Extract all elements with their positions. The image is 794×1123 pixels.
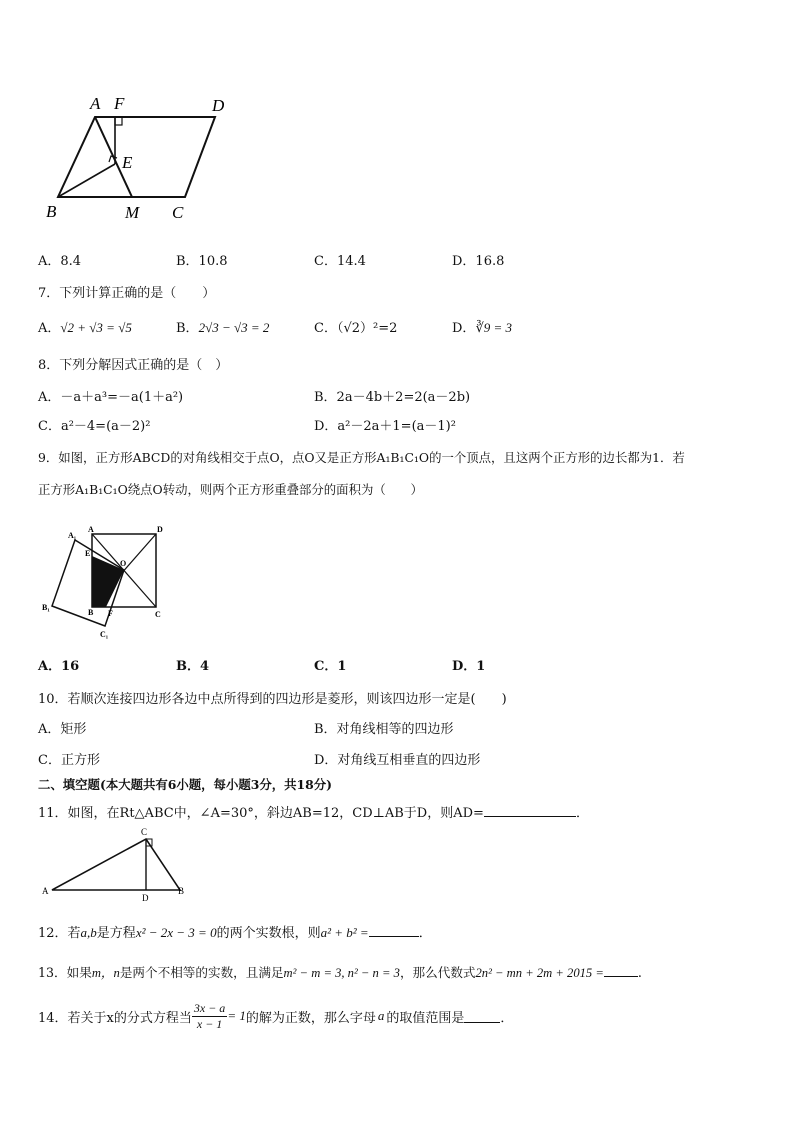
q7-option-d [452, 317, 512, 336]
q10-stem: 10．若顺次连接四边形各边中点所得到的四边形是菱形，则该四边形一定是( ) [38, 692, 507, 707]
overlapping-squares-figure [40, 522, 175, 640]
fig-label-O: O [120, 559, 127, 568]
option-text: 2√3 − √3 = 2 [198, 320, 270, 335]
fig-label-A: A [42, 886, 49, 896]
q14-mid: 的解为正数，那么字母 [245, 1010, 376, 1026]
q8-option-b: B．2a－4b＋2=2(a－2b) [314, 390, 471, 405]
q7-stem: 7．下列计算正确的是（ ） [38, 286, 216, 301]
right-triangle-figure [38, 824, 198, 904]
q6-option-a: A．8.4 [38, 254, 82, 269]
option-text: （√2）²=2 [336, 321, 398, 336]
fig-label-M: M [125, 203, 140, 222]
q9-option-b: B．4 [176, 659, 210, 674]
fig-label-B: B [46, 202, 57, 221]
option-prefix: C． [314, 321, 337, 336]
fig-label-A: A [88, 525, 94, 534]
fig-label-C1: C₁ [100, 630, 109, 639]
fraction-denominator: x − 1 [196, 1016, 223, 1031]
q13-cond: m² − m = 3, n² − n = 3 [283, 966, 400, 980]
q12-expr: a² + b² = [320, 925, 369, 940]
option-text: ∛9 = 3 [475, 320, 512, 335]
fig-label-E: E [122, 153, 133, 172]
q14-mid2: 的取值范围是 [386, 1010, 465, 1026]
q6-option-b: B．10.8 [176, 254, 228, 269]
q10-option-b: B．对角线相等的四边形 [314, 722, 454, 737]
q13-prefix: 13．如果 [38, 965, 92, 980]
q13-mid2: ，那么代数式 [399, 965, 476, 980]
q12-stem [38, 922, 432, 941]
q7-option-a [38, 317, 132, 336]
answer-blank[interactable] [484, 804, 576, 817]
q7-option-c [314, 317, 397, 336]
answer-blank[interactable] [464, 1010, 500, 1023]
fig-label-D: D [142, 893, 149, 903]
fig-label-F: F [114, 94, 125, 113]
parallelogram-figure [40, 86, 250, 226]
q9-option-a: A．16 [38, 659, 80, 674]
q9-option-c: C．1 [314, 659, 347, 674]
q10-option-a: A．矩形 [38, 722, 87, 737]
q11-stem [38, 802, 589, 821]
section-heading: 二、填空题(本大题共有6小题，每小题3分，共18分) [38, 777, 333, 792]
q14-stem [38, 996, 513, 1036]
option-prefix: B． [176, 321, 199, 336]
q9-stem-line1: 9．如图，正方形ABCD的对角线相交于点O，点O又是正方形A₁B₁C₁O的一个顶点，且这两个正方形的边长都为1．若 [38, 450, 685, 465]
q13-vars: m，n [91, 966, 120, 980]
fig-label-F: F [108, 609, 113, 618]
q14-prefix: 14．若关于x的分式方程当 [38, 1010, 192, 1026]
q14-var: a [377, 1008, 385, 1023]
answer-blank[interactable] [604, 964, 638, 977]
q10-option-c: C．正方形 [38, 753, 100, 768]
q8-option-c: C．a²－4=(a－2)² [38, 419, 151, 434]
q6-option-d: D．16.8 [452, 254, 505, 269]
q12-equation: x² − 2x − 3 = 0 [135, 925, 217, 940]
q14-fraction [192, 1001, 227, 1032]
option-prefix: A． [38, 321, 61, 336]
q7-option-b [176, 317, 269, 336]
fig-label-B: B [178, 886, 185, 896]
option-prefix: D． [452, 321, 476, 336]
fig-label-C: C [172, 203, 184, 222]
fig-label-D: D [212, 96, 225, 115]
q11-text: 11．如图，在Rt△ABC中，∠A=30°，斜边AB=12，CD⊥AB于D，则AD= [38, 806, 484, 821]
q14-eq: = 1 [227, 1008, 246, 1023]
q6-option-c: C．14.4 [314, 254, 366, 269]
q12-mid: 是方程 [96, 926, 136, 941]
q12-mid2: 的两个实数根，则 [216, 926, 321, 941]
q12-vars: a,b [80, 925, 97, 940]
fig-label-B: B [88, 608, 94, 617]
q13-end: . [637, 965, 642, 980]
fig-label-C: C [155, 610, 161, 619]
q11-end: ． [575, 806, 589, 821]
q13-stem [38, 962, 642, 981]
q8-option-d: D．a²－2a＋1=(a－1)² [314, 419, 456, 434]
option-text: √2 + √3 = √5 [60, 320, 132, 335]
fig-label-A: A [90, 94, 101, 113]
fig-label-D: D [157, 525, 163, 534]
fig-label-C: C [141, 827, 148, 837]
q12-end: ． [418, 926, 432, 941]
fig-label-E: E [85, 549, 91, 558]
q8-stem: 8．下列分解因式正确的是（ ） [38, 358, 229, 373]
q13-mid: 是两个不相等的实数，且满足 [119, 965, 284, 980]
answer-blank[interactable] [369, 924, 419, 937]
q12-prefix: 12．若 [38, 926, 81, 941]
q9-stem-line2: 正方形A₁B₁C₁O绕点O转动，则两个正方形重叠部分的面积为（ ） [38, 482, 423, 497]
q10-option-d: D．对角线互相垂直的四边形 [314, 753, 481, 768]
q14-end: ． [500, 1010, 514, 1026]
fraction-numerator: 3x − a [193, 1000, 226, 1015]
q8-option-a: A．－a＋a³=－a(1＋a²) [38, 390, 184, 405]
q13-expr: 2n² − mn + 2m + 2015 = [475, 966, 604, 980]
fig-label-B1: B₁ [42, 603, 50, 612]
q9-option-d: D．1 [452, 659, 486, 674]
fig-label-A1: A₁ [68, 531, 77, 540]
